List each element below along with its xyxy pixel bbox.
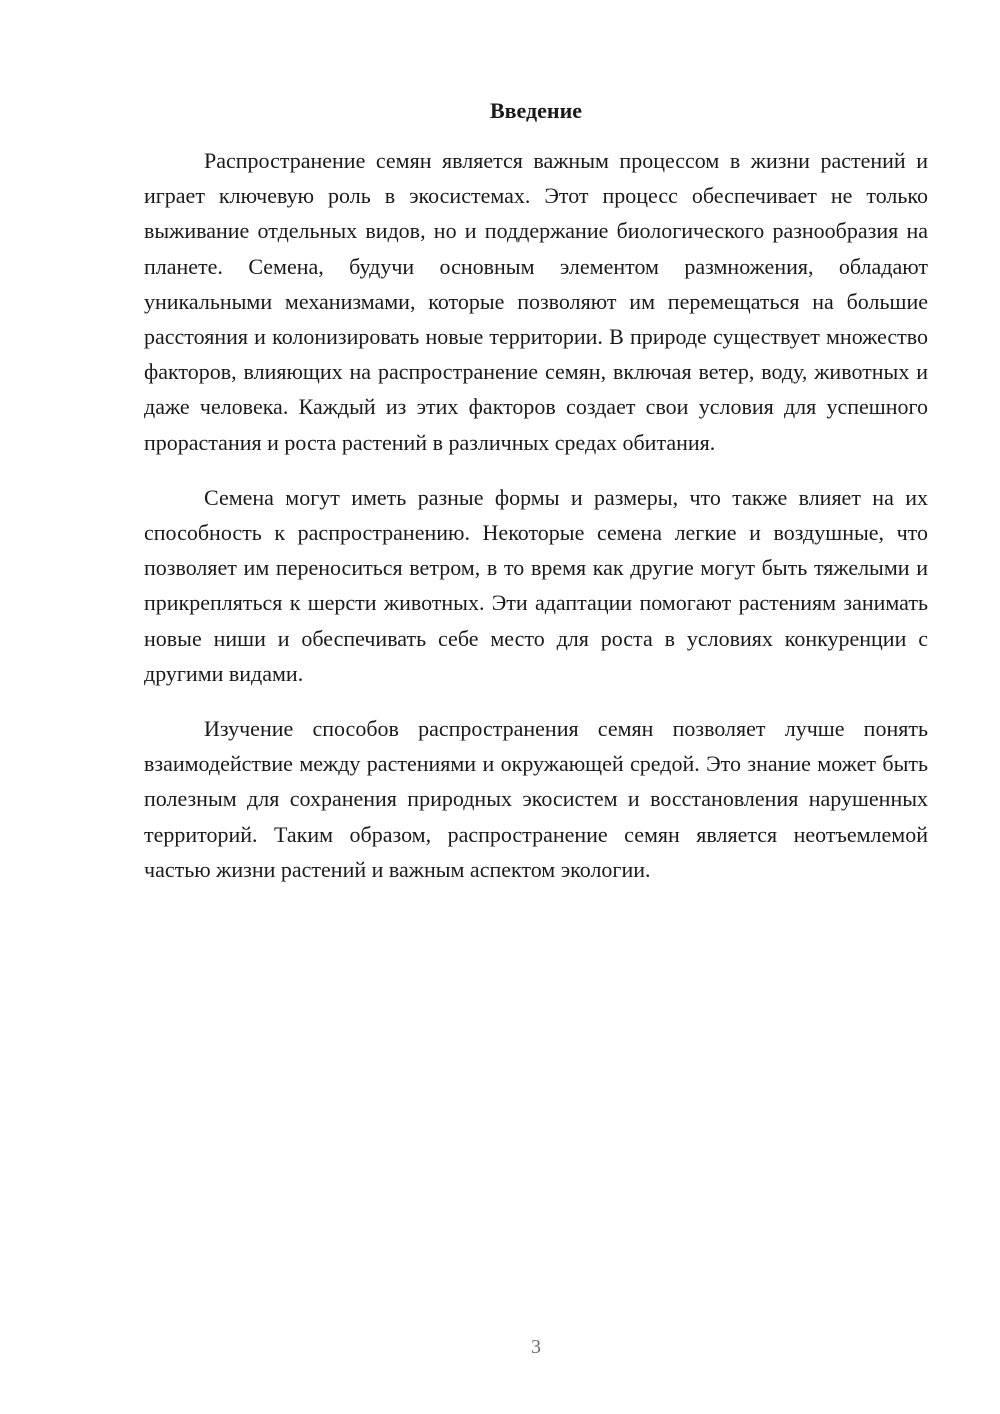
page-title: Введение — [489, 98, 583, 123]
paragraph-1: Распространение семян является важным процессом в жизни растений и играет ключевую роль в экосистемах. Этот процесс обеспечивает не только выживание отдельных видов, но и поддержание биологического разнообразия на планете. Семена, будучи основным элементом размножения, обладают уникальными механизмами, которые позволяют им перемещаться на большие расстояния и колонизировать новые территории. В природе существует множество факторов, влияющих на распространение семян, включая ветер, воду, животных и даже человека. Каждый из этих факторов создает свои условия для успешного прорастания и роста растений в различных средах обитания. — [144, 148, 928, 455]
paragraph-2: Семена могут иметь разные формы и размеры, что также влияет на их способность к распространению. Некоторые семена легкие и воздушные, что позволяет им переноситься ветром, в то время как другие могут быть тяжелыми и прикрепляться к шерсти животных. Эти адаптации помогают растениям занимать новые ниши и обеспечивать себе место для роста в условиях конкуренции с другими видами. — [144, 484, 928, 686]
paragraph-3: Изучение способов распространения семян позволяет лучше понять взаимодействие между растениями и окружающей средой. Это знание может быть полезным для сохранения природных экосистем и восстановления нарушенных территорий. Таким образом, распространение семян является неотъемлемой частью жизни растений и важным аспектом экологии. — [144, 716, 928, 882]
page-number: 3 — [531, 1336, 541, 1358]
body-text — [144, 143, 928, 887]
